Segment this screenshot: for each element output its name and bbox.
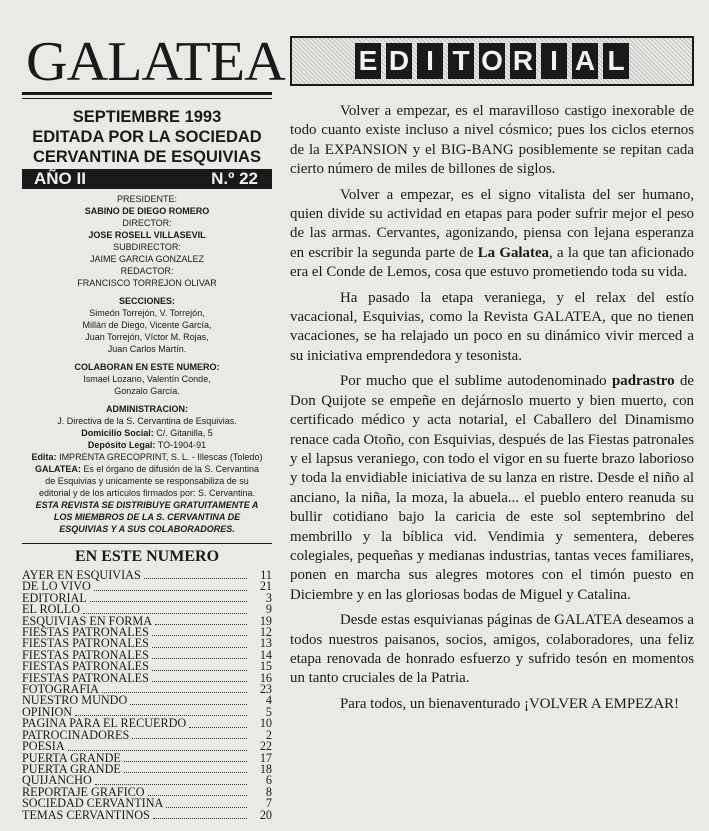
sections-label: SECCIONES: xyxy=(118,296,175,306)
banner-letter: E xyxy=(355,43,381,79)
toc-entry-title: FOTOGRAFIA xyxy=(22,682,99,697)
staff-role: PRESIDENTE: xyxy=(116,194,177,204)
editorial-text xyxy=(290,102,694,714)
staff-name: SABINO DE DIEGO ROMERO xyxy=(84,206,210,216)
edita-label: Edita: xyxy=(31,452,57,462)
toc-entry-title: PUERTA GRANDE xyxy=(22,750,121,765)
toc-entry-page: 22 xyxy=(259,739,272,754)
toc-entry-page: 9 xyxy=(265,602,272,617)
free-distribution-line: ESTA REVISTA SE DISTRIBUYE GRATUITAMENTE A xyxy=(35,500,259,510)
toc-entry-title: QUIJANCHO xyxy=(22,773,92,788)
collab-line: Ismael Lozano, Valentín Conde, xyxy=(83,374,211,384)
toc-entry-title: PAGINA PARA EL RECUERDO xyxy=(22,716,187,731)
toc-entry-page: 20 xyxy=(259,807,272,822)
galatea-line: de Esquivias y unicamente se responsabiliza de su xyxy=(45,476,249,486)
staff-role: DIRECTOR: xyxy=(122,218,172,228)
toc-entry-title: FIESTAS PATRONALES xyxy=(22,636,149,651)
toc-entry-title: FIESTAS PATRONALES xyxy=(22,659,149,674)
toc-entry-title: PATROCINADORES xyxy=(22,727,130,742)
toc-entry-page: 5 xyxy=(265,704,272,719)
toc-entry-page: 19 xyxy=(259,613,272,628)
masthead-title: GALATEA xyxy=(26,31,285,93)
issue-date: SEPTIEMBRE 1993 xyxy=(72,108,222,126)
toc-title: EN ESTE NUMERO xyxy=(22,543,272,566)
toc-entry-page: 10 xyxy=(259,716,272,731)
toc-entry-page: 12 xyxy=(259,625,272,640)
staff-name: FRANCISCO TORREJON OLIVAR xyxy=(77,278,217,288)
toc-entry-title: FIESTAS PATRONALES xyxy=(22,647,149,662)
sections-line: Simeón Torrejón, V. Torrejón, xyxy=(89,308,205,318)
banner-letter: O xyxy=(479,43,505,79)
issue-number: N.º 22 xyxy=(211,169,258,188)
toc-entry-page: 13 xyxy=(259,636,272,651)
staff-name: JAIME GARCIA GONZALEZ xyxy=(89,254,205,264)
paragraph: Volver a empezar, es el maravilloso castigo inexorable de todo cuanto existe incluso a nivel cósmico; pues los ciclos eternos de la EXPANSION y el BIG-BANG posiblemente se repitan cada cierto número de miles de billones de siglos. xyxy=(290,103,694,178)
toc-entry-page: 23 xyxy=(259,682,272,697)
p2-text-end: , a la que tan aficionado era el Conde de Lemos, cosa que estuvo prometiendo toda su vida. xyxy=(290,244,694,281)
la-galatea-title: La Galatea xyxy=(477,244,549,261)
domicilio-label: Domicilio Social: xyxy=(81,428,154,438)
galatea-line xyxy=(22,463,272,475)
toc-entry-title: NUESTRO MUNDO xyxy=(22,693,128,708)
p4-text-end: de Don Quijote se empeñe en dejárnoslo muerto y bien muerto, con certificado médico y acta notarial, el Caballero del Dinamismo renace cada Otoño, con Esquivias, después de las Fiestas patronales y el lapsus veraniego, con todo el vigor en su fuerte brazo laborioso y toda la envidiable iniciativa de su lanza en ristre. Desde el niño al anciano, la niña, la moza, la abuela... el pueblo entero reanuda su bullir cotidiano bajo la caricia de este sol septembrino del membrillo y la bíblica vid. Vendimia y sementera, deberes colegiales, pequeñas y medianas industrias, tantas veces familiares, ponen en marcha sus alegres motores con el timón puesto en Diciembre y en las gloriosas bodas de Miguel y Catalina. xyxy=(290,373,694,603)
left-column xyxy=(22,31,285,822)
paragraph: Desde estas esquivianas páginas de GALATEA deseamos a todos nuestros paisanos, socios, amigos, colaboradores, una feliz etapa renovada de honrado esfuerzo y sufrido tesón en momentos un tanto cruciales de la Patria. xyxy=(290,612,694,687)
toc-entry-page: 17 xyxy=(259,750,272,765)
toc-row[interactable] xyxy=(22,807,272,822)
toc-entry-page: 8 xyxy=(265,784,272,799)
banner-letter: R xyxy=(510,43,536,79)
toc-entry-page: 21 xyxy=(259,579,272,594)
collab-line: Gonzalo García. xyxy=(114,386,180,396)
p4-text: Por mucho que el sublime autodenominado xyxy=(340,373,607,390)
padrastro-word: padrastro xyxy=(611,373,675,390)
domicilio-value: C/. Gitanilla, 5 xyxy=(156,428,213,438)
sections-line: Juan Torrejón, Víctor M. Rojas, xyxy=(85,332,209,342)
p2-text: Volver a empezar, es el signo vitalista del ser humano, quien divide su actividad en etapas para poder sufrir mejor el peso de las armas. Cervantes, agonizando, piensa con lejana esperanza en escribir la segunda parte de xyxy=(290,186,694,261)
toc-entry-title: POESIA xyxy=(22,739,65,754)
toc-entry-title: SOCIEDAD CERVANTINA xyxy=(22,796,164,811)
editorial-column xyxy=(290,36,694,720)
toc-entry-page: 3 xyxy=(265,590,272,605)
toc-entry-page: 16 xyxy=(259,670,272,685)
staff-role: REDACTOR: xyxy=(120,266,174,276)
toc-entry-page: 7 xyxy=(265,796,272,811)
toc-entry-page: 6 xyxy=(265,773,272,788)
issue-bar xyxy=(22,169,272,189)
deposito-value: TO-1904-91 xyxy=(157,440,207,450)
deposito-label: Depósito Legal: xyxy=(87,440,156,450)
banner-letter: I xyxy=(541,43,567,79)
toc-entry-title: REPORTAJE GRAFICO xyxy=(22,784,145,799)
banner-letter: I xyxy=(417,43,443,79)
banner-letter: L xyxy=(603,43,629,79)
domicilio-line xyxy=(22,427,272,439)
year-label: AÑO II xyxy=(34,169,86,188)
sections-line: Juan Carlos Martín. xyxy=(107,344,187,354)
society-line-2: CERVANTINA DE ESQUIVIAS xyxy=(33,148,261,166)
admin-label: ADMINISTRACION: xyxy=(106,404,188,414)
toc-entry-page: 4 xyxy=(265,693,272,708)
toc-entry-title: PUERTA GRANDE xyxy=(22,761,121,776)
free-distribution-line: LOS MIEMBROS DE LA S. CERVANTINA DE xyxy=(53,512,241,522)
paragraph: Para todos, un bienaventurado ¡VOLVER A EMPEZAR! xyxy=(340,695,679,712)
toc-entry-title: ESQUIVIAS EN FORMA xyxy=(22,613,153,628)
table-of-contents xyxy=(22,570,272,821)
edita-value: IMPRENTA GRECOPRINT, S. L. - Illescas (Toledo) xyxy=(59,452,263,462)
paragraph xyxy=(290,186,694,283)
staff-role: SUBDIRECTOR: xyxy=(113,242,181,252)
banner-letter: A xyxy=(572,43,598,79)
editorial-banner xyxy=(290,36,694,86)
paragraph xyxy=(290,372,694,605)
toc-entry-page: 11 xyxy=(260,568,272,582)
free-distribution-line: ESQUIVIAS Y A SUS COLABORADORES. xyxy=(59,524,235,534)
toc-entry-title: TEMAS CERVANTINOS xyxy=(22,807,150,822)
toc-entry-title: EL ROLLO xyxy=(22,602,81,617)
galatea-line: editorial y de los artículos firmados por: S. Cervantina. xyxy=(38,488,256,498)
sections-line: Millán de Diego, Vicente García, xyxy=(82,320,212,330)
staff-box xyxy=(22,193,272,535)
toc-entry-page: 2 xyxy=(265,727,272,742)
masthead-rule-thin xyxy=(22,98,272,99)
society-line-1: EDITADA POR LA SOCIEDAD xyxy=(32,128,262,146)
collab-label: COLABORAN EN ESTE NUMERO: xyxy=(74,362,220,372)
banner-letter: D xyxy=(386,43,412,79)
banner-letter: T xyxy=(448,43,474,79)
toc-entry-page: 15 xyxy=(259,659,272,674)
toc-entry-title: EDITORIAL xyxy=(22,590,87,605)
toc-entry-title: OPINION xyxy=(22,704,73,719)
toc-entry-title: FIESTAS PATRONALES xyxy=(22,670,149,685)
paragraph: Ha pasado la etapa veraniega, y el relax del estío vacacional, Esquivias, como la Revista GALATEA, que no tienen vacaciones, se ha relajado un poco en su dinámico vivir merced a su iniciativa emprendedora y tesonista. xyxy=(290,289,694,364)
toc-entry-title: AYER EN ESQUIVIAS xyxy=(22,568,141,582)
toc-entry-title: DE LO VIVO xyxy=(22,579,91,594)
toc-entry-page: 18 xyxy=(259,761,272,776)
toc-entry-title: FIESTAS PATRONALES xyxy=(22,625,149,640)
galatea-label: GALATEA: xyxy=(35,464,81,474)
admin-line: J. Directiva de la S. Cervantina de Esquivias. xyxy=(57,416,237,426)
deposito-line xyxy=(22,439,272,451)
toc-entry-page: 14 xyxy=(259,647,272,662)
staff-name: JOSE ROSELL VILLASEVIL xyxy=(88,230,206,240)
galatea-text: Es el órgano de difusión de la S. Cervantina xyxy=(83,464,259,474)
edita-line xyxy=(22,451,272,463)
